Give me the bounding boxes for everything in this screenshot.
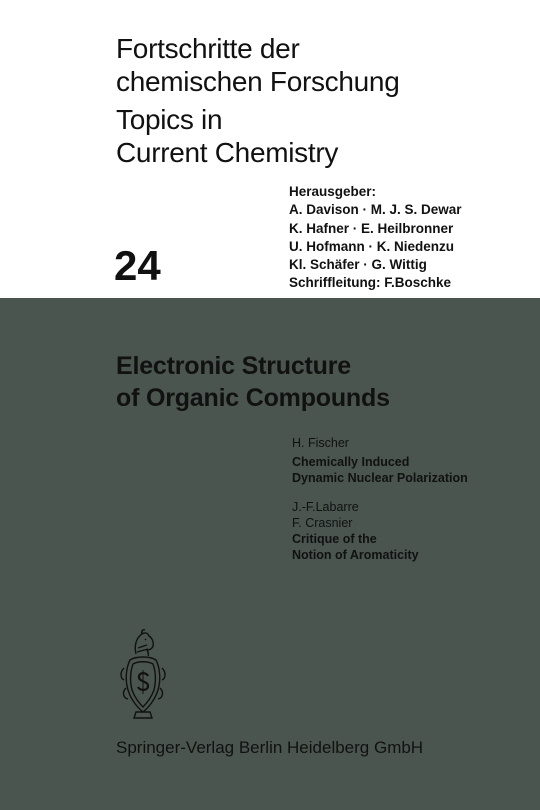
contribution-1 — [292, 435, 468, 486]
series-title-german-line: chemischen Forschung — [116, 66, 400, 97]
contribution-author: H. Fischer — [292, 436, 349, 450]
editor-line: K. Hafner · E. Heilbronner — [289, 220, 454, 236]
contribution-title: Notion of Aromaticity — [292, 548, 419, 562]
volume-number: 24 — [114, 242, 161, 289]
series-title-german — [116, 32, 399, 98]
springer-horse-icon — [112, 628, 174, 722]
contribution-title: Critique of the — [292, 532, 377, 546]
contribution-author: J.-F.Labarre — [292, 500, 359, 514]
series-title-german-line: Fortschritte der — [116, 33, 300, 64]
series-title-english-line: Topics in — [116, 104, 223, 135]
publisher-name: Springer-Verlag Berlin Heidelberg GmbH — [116, 738, 424, 757]
editors-label: Herausgeber: — [289, 184, 377, 199]
book-title-line: of Organic Compounds — [116, 384, 390, 412]
contribution-2 — [292, 499, 419, 563]
series-title-english-line: Current Chemistry — [116, 137, 339, 168]
contribution-title: Dynamic Nuclear Polarization — [292, 471, 468, 485]
series-title-english — [116, 103, 338, 169]
editor-line: A. Davison · M. J. S. Dewar — [289, 202, 462, 218]
contribution-title: Chemically Induced — [292, 455, 410, 469]
editors-block — [289, 183, 462, 293]
editor-line: Kl. Schäfer · G. Wittig — [289, 257, 427, 273]
book-title — [116, 350, 390, 414]
contribution-author: F. Crasnier — [292, 516, 353, 530]
managing-editor-line: Schriffleitung: F.Boschke — [289, 275, 452, 291]
editor-line: U. Hofmann · K. Niedenzu — [289, 238, 454, 254]
book-title-line: Electronic Structure — [116, 352, 351, 380]
